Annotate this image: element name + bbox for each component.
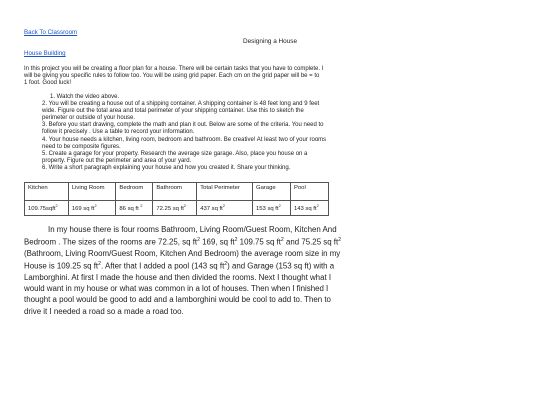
- instruction-list: [42, 94, 327, 172]
- table-header-cell: Kitchen: [25, 183, 69, 201]
- table-header-cell: Garage: [252, 183, 290, 201]
- table-cell: 169 sq $ft^2$: [68, 201, 116, 216]
- room-size-table: [24, 182, 329, 216]
- table-header-cell: Bedroom: [116, 183, 153, 201]
- table-cell: 153 sq $ft^2$: [252, 201, 290, 216]
- essay-paragraph: In my house there is four rooms Bathroom, Living Room/Guest Room, Kitchen And Bedroom . The sizes of the rooms are 72.25, sq $ft^2$ 169, sq $ft^2$ 109.75 sq $ft^2$ and 75.25 sq $ft^2$ (Bathroom, Living Room/Guest Room, Kitchen And Bedroom) the average room size in my House is 109.25 sq $ft^2$. After that I added a pool (143 sq $ft^2$) and Garage (153 sq ft) with a Lamborghini. At first I made the house and then divided the rooms. Next I thought what I would want in my house or what was common in a lot of houses. Then when I finished I thought a pool would be good to add and a lamborghini would be cool to add to. Then to drive it I needed a road so a made a road too.: [24, 225, 342, 316]
- table-cell: 86 sq ft $^2$: [116, 201, 153, 216]
- table-header-cell: Total Perimeter: [197, 183, 253, 201]
- instruction-step: 1. Watch the video above.: [50, 94, 120, 100]
- table-row: [25, 201, 329, 216]
- table-cell: 437 sq $ft^2$: [197, 201, 253, 216]
- table-header-cell: Living Room: [68, 183, 116, 201]
- instruction-step: 6. Write a short paragraph explaining your house and how you created it. Share your thinking.: [42, 164, 291, 171]
- table-cell: 72.25 sq $ft^2$: [153, 201, 197, 216]
- back-to-classroom-link[interactable]: Back To Classroom: [24, 29, 78, 36]
- table-cell: 143 sq $ft^2$: [290, 201, 328, 216]
- instruction-step: 5. Create a garage for your property. Research the average size garage. Also, place you house on a property. Figure out the perimeter and area of your yard.: [42, 150, 308, 164]
- page-title: Designing a House: [243, 38, 297, 45]
- table-header-cell: Pool: [290, 183, 328, 201]
- instruction-step: 2. You will be creating a house out of a shipping container. A shipping container is 48 feet long and 9 feet wide. Figure out the total area and total perimeter of your shipping container. Use this to sketch the perimeter or outside of your house.: [42, 101, 320, 122]
- instruction-step: 3. Before you start drawing, complete the math and plan it out. Below are some of the criteria. You need to follow it precisely . Use a table to record your information.: [42, 122, 324, 136]
- table-header-row: [25, 183, 329, 201]
- instruction-step: 4. Your house needs a kitchen, living room, bedroom and bathroom. Be creative! At least two of your rooms need to be composite figures.: [42, 136, 327, 150]
- table-header-cell: Bathroom: [153, 183, 197, 201]
- house-building-link[interactable]: House Building: [24, 50, 66, 57]
- intro-paragraph: In this project you will be creating a floor plan for a house. There will be certain tasks that you have to complete. I will be giving you specific rules to follow too. You will be using grid paper. Each cm on the grid paper will be = to 1 foot. Good luck!: [24, 66, 324, 87]
- table-cell: 109.75sqft$^2$: [25, 201, 69, 216]
